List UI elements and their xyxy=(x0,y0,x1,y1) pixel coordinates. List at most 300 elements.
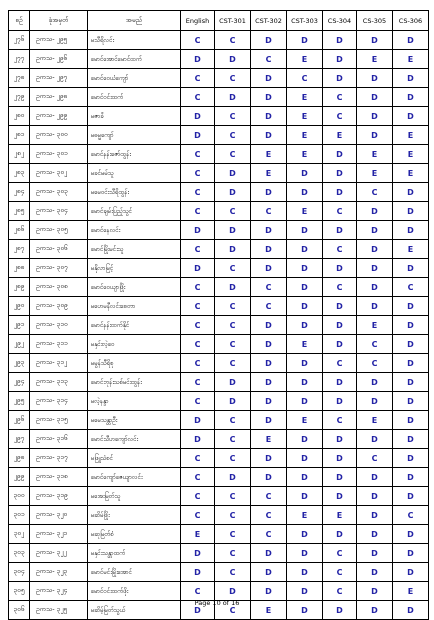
grade-cell: C xyxy=(215,411,251,430)
student-name-cell: မဖြူသံစင် xyxy=(88,449,181,468)
grade-cell: D xyxy=(357,259,393,278)
student-name-cell: မောင်မင်းမြိုးအောင် xyxy=(88,563,181,582)
grade-cell: E xyxy=(357,411,393,430)
student-name-cell: မောင်ဝေယျာဖြိုး xyxy=(88,278,181,297)
grade-cell: D xyxy=(357,487,393,506)
results-table xyxy=(8,10,429,620)
student-name-cell: မအေးမြတ်သူ xyxy=(88,487,181,506)
student-name-cell: မောင်သီဟကျော်လင်း xyxy=(88,430,181,449)
grade-cell: D xyxy=(287,449,323,468)
serial-cell: ၂၈၈ xyxy=(9,259,30,278)
grade-cell: C xyxy=(181,468,215,487)
student-name-cell: မဓမ္မကျော် xyxy=(88,126,181,145)
grade-cell: C xyxy=(323,240,357,259)
roll-number-cell: ဥကသ- ၃၂၁ xyxy=(30,525,88,544)
grade-cell: D xyxy=(393,525,429,544)
roll-number-cell: ဥကသ- ၃၂၄ xyxy=(30,582,88,601)
table-row xyxy=(9,145,429,164)
grade-cell: D xyxy=(181,601,215,620)
grade-cell: E xyxy=(357,50,393,69)
grade-cell: E xyxy=(323,126,357,145)
table-row xyxy=(9,50,429,69)
roll-number-cell: ဥကသ- ၃၂၂ xyxy=(30,544,88,563)
grade-cell: C xyxy=(181,69,215,88)
grade-cell: E xyxy=(251,164,287,183)
grade-cell: D xyxy=(287,354,323,373)
grade-cell: D xyxy=(251,373,287,392)
roll-number-cell: ဥကသ- ၃၁၅ xyxy=(30,411,88,430)
student-name-cell: မဇာခ်ဲ xyxy=(88,107,181,126)
grade-cell: E xyxy=(287,50,323,69)
grade-cell: C xyxy=(181,487,215,506)
header-serial: စဥ် xyxy=(9,11,30,31)
grade-cell: D xyxy=(393,411,429,430)
grade-cell: D xyxy=(287,544,323,563)
grade-cell: D xyxy=(251,354,287,373)
grade-cell: D xyxy=(287,278,323,297)
grade-cell: E xyxy=(251,601,287,620)
serial-cell: ၂၉၈ xyxy=(9,449,30,468)
grade-cell: D xyxy=(393,487,429,506)
grade-cell: D xyxy=(323,601,357,620)
table-row xyxy=(9,354,429,373)
grade-cell: D xyxy=(393,468,429,487)
serial-cell: ၃၀၂ xyxy=(9,525,30,544)
grade-cell: C xyxy=(181,183,215,202)
serial-cell: ၃၀၅ xyxy=(9,582,30,601)
grade-cell: C xyxy=(181,335,215,354)
grade-cell: D xyxy=(287,430,323,449)
grade-cell: D xyxy=(357,506,393,525)
grade-cell: C xyxy=(215,69,251,88)
grade-cell: D xyxy=(323,145,357,164)
roll-number-cell: ဥကသ- ၃၀၃ xyxy=(30,183,88,202)
table-row xyxy=(9,88,429,107)
grade-cell: E xyxy=(357,145,393,164)
grade-cell: D xyxy=(251,544,287,563)
grade-cell: D xyxy=(357,69,393,88)
student-name-cell: မောင်ဝင်းထက် xyxy=(88,88,181,107)
grade-cell: D xyxy=(251,259,287,278)
grade-cell: D xyxy=(357,202,393,221)
serial-cell: ၂၈၉ xyxy=(9,278,30,297)
grade-cell: C xyxy=(215,145,251,164)
table-row xyxy=(9,544,429,563)
roll-number-cell: ဥကသ- ၃၁၈ xyxy=(30,468,88,487)
grade-cell: D xyxy=(323,316,357,335)
grade-cell: D xyxy=(287,316,323,335)
grade-cell: C xyxy=(181,164,215,183)
serial-cell: ၂၈၆ xyxy=(9,221,30,240)
grade-cell: D xyxy=(357,601,393,620)
grade-cell: D xyxy=(357,221,393,240)
grade-cell: D xyxy=(287,31,323,50)
grade-cell: D xyxy=(357,126,393,145)
grade-cell: C xyxy=(251,506,287,525)
grade-cell: C xyxy=(251,278,287,297)
grade-cell: C xyxy=(181,506,215,525)
student-name-cell: မနှင်းသန္တာထက် xyxy=(88,544,181,563)
grade-cell: C xyxy=(181,316,215,335)
grade-cell: D xyxy=(323,259,357,278)
grade-cell: C xyxy=(215,126,251,145)
grade-cell: D xyxy=(323,335,357,354)
table-row xyxy=(9,506,429,525)
serial-cell: ၂၈၇ xyxy=(9,240,30,259)
serial-cell: ၂၇၆ xyxy=(9,31,30,50)
student-name-cell: မောင်နန်းထက်နိုင် xyxy=(88,316,181,335)
table-row xyxy=(9,107,429,126)
grade-cell: D xyxy=(393,449,429,468)
student-name-cell: မဟေမနီလင်းစေတာ xyxy=(88,297,181,316)
grade-cell: D xyxy=(215,183,251,202)
grade-cell: D xyxy=(287,392,323,411)
roll-number-cell: ဥကသ- ၂၉၈ xyxy=(30,88,88,107)
grade-cell: E xyxy=(287,145,323,164)
student-name-cell: မောင်ဘုန်းသစ်မင်းထွန်း xyxy=(88,373,181,392)
grade-cell: D xyxy=(287,259,323,278)
roll-number-cell: ဥကသ- ၃၂၅ xyxy=(30,601,88,620)
grade-cell: E xyxy=(181,525,215,544)
grade-cell: D xyxy=(287,582,323,601)
roll-number-cell: ဥကသ- ၃၀၇ xyxy=(30,259,88,278)
roll-number-cell: ဥကသ- ၃၁၀ xyxy=(30,316,88,335)
grade-cell: C xyxy=(215,107,251,126)
roll-number-cell: ဥကသ- ၃၁၉ xyxy=(30,487,88,506)
student-name-cell: မဆုမြတ်စံ xyxy=(88,525,181,544)
grade-cell: D xyxy=(357,278,393,297)
table-row xyxy=(9,335,429,354)
grade-cell: D xyxy=(215,50,251,69)
table-row xyxy=(9,411,429,430)
grade-cell: E xyxy=(287,335,323,354)
table-row xyxy=(9,449,429,468)
grade-cell: D xyxy=(357,563,393,582)
grade-cell: D xyxy=(215,240,251,259)
grade-cell: C xyxy=(251,297,287,316)
grade-cell: D xyxy=(287,601,323,620)
table-row xyxy=(9,563,429,582)
grade-cell: D xyxy=(287,525,323,544)
header-cst-302: CST-302 xyxy=(251,11,287,31)
student-name-cell: မဆိမ်ဖြိုး xyxy=(88,506,181,525)
grade-cell: D xyxy=(215,392,251,411)
grade-cell: E xyxy=(251,430,287,449)
grade-cell: D xyxy=(323,487,357,506)
grade-cell: D xyxy=(393,563,429,582)
grade-cell: D xyxy=(251,240,287,259)
grade-cell: D xyxy=(323,297,357,316)
grade-cell: C xyxy=(181,145,215,164)
grade-cell: D xyxy=(215,582,251,601)
roll-number-cell: ဥကသ- ၃၀၈ xyxy=(30,278,88,297)
grade-cell: C xyxy=(357,449,393,468)
grade-cell: D xyxy=(393,88,429,107)
grade-cell: D xyxy=(357,373,393,392)
grade-cell: D xyxy=(393,601,429,620)
header-roll-number: ခုံအမှတ် xyxy=(30,11,88,31)
grade-cell: D xyxy=(181,50,215,69)
grade-cell: D xyxy=(323,69,357,88)
grade-cell: C xyxy=(215,335,251,354)
table-row xyxy=(9,183,429,202)
roll-number-cell: ဥကသ- ၃၀၂ xyxy=(30,164,88,183)
grade-cell: D xyxy=(357,468,393,487)
grade-cell: D xyxy=(323,430,357,449)
student-name-cell: မမွန်သီရိစု xyxy=(88,354,181,373)
grade-cell: C xyxy=(323,107,357,126)
grade-cell: D xyxy=(357,392,393,411)
grade-cell: D xyxy=(287,240,323,259)
table-row xyxy=(9,221,429,240)
grade-cell: D xyxy=(251,69,287,88)
grade-cell: D xyxy=(323,449,357,468)
grade-cell: E xyxy=(323,506,357,525)
grade-cell: D xyxy=(251,88,287,107)
grade-cell: E xyxy=(393,164,429,183)
serial-cell: ၂၉၆ xyxy=(9,411,30,430)
roll-number-cell: ဥကသ- ၃၀၄ xyxy=(30,202,88,221)
header-cst-301: CST-301 xyxy=(215,11,251,31)
grade-cell: D xyxy=(251,335,287,354)
roll-number-cell: ဥကသ- ၂၉၅ xyxy=(30,31,88,50)
student-name-cell: မောင်ချမ်းပြည့်သွင် xyxy=(88,202,181,221)
table-row xyxy=(9,69,429,88)
grade-cell: C xyxy=(215,506,251,525)
grade-cell: D xyxy=(215,278,251,297)
grade-cell: D xyxy=(251,221,287,240)
roll-number-cell: ဥကသ- ၃၀၁ xyxy=(30,145,88,164)
roll-number-cell: ဥကသ- ၂၉၉ xyxy=(30,107,88,126)
student-name-cell: မမေဝင်းသီရိထွန်း xyxy=(88,183,181,202)
student-name-cell: မဆိမ့်မြတ်သွယ် xyxy=(88,601,181,620)
header-cst-303: CST-303 xyxy=(287,11,323,31)
grade-cell: C xyxy=(215,563,251,582)
grade-cell: D xyxy=(181,430,215,449)
grade-cell: D xyxy=(357,240,393,259)
serial-cell: ၂၇၈ xyxy=(9,69,30,88)
grade-cell: C xyxy=(393,506,429,525)
grade-cell: E xyxy=(393,145,429,164)
table-row xyxy=(9,316,429,335)
grade-cell: C xyxy=(215,202,251,221)
grade-cell: D xyxy=(323,31,357,50)
grade-cell: E xyxy=(393,126,429,145)
table-row xyxy=(9,487,429,506)
student-name-cell: မနိုလာမြင့် xyxy=(88,259,181,278)
grade-cell: D xyxy=(357,544,393,563)
grade-cell: D xyxy=(251,582,287,601)
table-row xyxy=(9,126,429,145)
serial-cell: ၂၈၂ xyxy=(9,145,30,164)
grade-cell: C xyxy=(215,430,251,449)
student-name-cell: မောင်အောင်မောင်ထက် xyxy=(88,50,181,69)
grade-cell: D xyxy=(287,487,323,506)
table-row xyxy=(9,468,429,487)
serial-cell: ၃၀၄ xyxy=(9,563,30,582)
grade-cell: C xyxy=(323,278,357,297)
table-row xyxy=(9,525,429,544)
serial-cell: ၂၉၁ xyxy=(9,316,30,335)
grade-cell: D xyxy=(181,563,215,582)
serial-cell: ၃၀၁ xyxy=(9,506,30,525)
grade-cell: D xyxy=(323,50,357,69)
header-cs-306: CS-306 xyxy=(393,11,429,31)
grade-cell: E xyxy=(393,240,429,259)
grade-cell: E xyxy=(287,88,323,107)
roll-number-cell: ဥကသ- ၂၉၇ xyxy=(30,69,88,88)
grade-cell: D xyxy=(287,373,323,392)
grade-cell: E xyxy=(251,145,287,164)
grade-cell: D xyxy=(323,468,357,487)
grade-cell: C xyxy=(215,297,251,316)
grade-cell: D xyxy=(393,259,429,278)
roll-number-cell: ဥကသ- ၃၁၇ xyxy=(30,449,88,468)
grade-cell: D xyxy=(287,221,323,240)
grade-cell: D xyxy=(393,392,429,411)
grade-cell: C xyxy=(181,202,215,221)
grade-cell: E xyxy=(393,582,429,601)
grade-cell: D xyxy=(323,183,357,202)
serial-cell: ၂၇၉ xyxy=(9,88,30,107)
header-cs-305: CS-305 xyxy=(357,11,393,31)
grade-cell: C xyxy=(251,202,287,221)
student-name-cell: မခင်မမ်သူ xyxy=(88,164,181,183)
serial-cell: ၂၉၂ xyxy=(9,335,30,354)
grade-cell: C xyxy=(215,525,251,544)
grade-cell: C xyxy=(215,487,251,506)
grade-cell: D xyxy=(357,31,393,50)
roll-number-cell: ဥကသ- ၃၂၀ xyxy=(30,506,88,525)
grade-cell: D xyxy=(181,411,215,430)
serial-cell: ၂၉၀ xyxy=(9,297,30,316)
header-english: English xyxy=(181,11,215,31)
serial-cell: ၂၈၄ xyxy=(9,183,30,202)
grade-cell: D xyxy=(357,582,393,601)
student-name-cell: မလဲ့နန္ဒာ xyxy=(88,392,181,411)
serial-cell: ၃၀၀ xyxy=(9,487,30,506)
grade-cell: C xyxy=(357,354,393,373)
serial-cell: ၂၈၃ xyxy=(9,164,30,183)
grade-cell: D xyxy=(215,88,251,107)
grade-cell: C xyxy=(215,354,251,373)
roll-number-cell: ဥကသ- ၃၀၉ xyxy=(30,297,88,316)
grade-cell: C xyxy=(215,601,251,620)
grade-cell: D xyxy=(181,126,215,145)
roll-number-cell: ဥကသ- ၃၁၂ xyxy=(30,354,88,373)
grade-cell: C xyxy=(181,449,215,468)
roll-number-cell: ဥကသ- ၃၁၃ xyxy=(30,373,88,392)
student-name-cell: မောင်ဝေယံကျော် xyxy=(88,69,181,88)
student-name-cell: မောင်နန်းဇော်ထွန်း xyxy=(88,145,181,164)
table-row xyxy=(9,31,429,50)
grade-cell: D xyxy=(251,107,287,126)
grade-cell: D xyxy=(393,335,429,354)
grade-cell: C xyxy=(323,563,357,582)
grade-cell: D xyxy=(181,221,215,240)
student-name-cell: မနှင်းလဲ့ဝေ xyxy=(88,335,181,354)
student-name-cell: မောင်မြိုးမင်းသူ xyxy=(88,240,181,259)
grade-cell: D xyxy=(287,297,323,316)
table-row xyxy=(9,240,429,259)
grade-cell: D xyxy=(323,392,357,411)
roll-number-cell: ဥကသ- ၃၀၆ xyxy=(30,240,88,259)
grade-cell: D xyxy=(393,544,429,563)
grade-cell: D xyxy=(287,183,323,202)
grade-cell: E xyxy=(287,107,323,126)
grade-cell: D xyxy=(393,354,429,373)
grade-cell: D xyxy=(251,411,287,430)
grade-cell: D xyxy=(393,430,429,449)
grade-cell: C xyxy=(357,335,393,354)
student-name-cell: မသီရိလင်း xyxy=(88,31,181,50)
grade-cell: C xyxy=(251,525,287,544)
grade-cell: D xyxy=(251,392,287,411)
grade-cell: E xyxy=(287,126,323,145)
grade-cell: C xyxy=(323,544,357,563)
grade-cell: D xyxy=(357,525,393,544)
grade-cell: D xyxy=(357,107,393,126)
grade-cell: D xyxy=(393,297,429,316)
roll-number-cell: ဥကသ- ၃၁၁ xyxy=(30,335,88,354)
grade-cell: D xyxy=(181,259,215,278)
grade-cell: D xyxy=(393,107,429,126)
page-number: Page 10 of 16 xyxy=(194,599,240,607)
serial-cell: ၂၈၀ xyxy=(9,107,30,126)
grade-cell: C xyxy=(181,31,215,50)
grade-cell: D xyxy=(393,31,429,50)
grade-cell: C xyxy=(215,449,251,468)
grade-cell: C xyxy=(181,297,215,316)
grade-cell: D xyxy=(287,468,323,487)
grade-cell: D xyxy=(323,164,357,183)
grade-cell: C xyxy=(215,259,251,278)
roll-number-cell: ဥကသ- ၃၁၆ xyxy=(30,430,88,449)
table-row xyxy=(9,259,429,278)
grade-cell: C xyxy=(323,354,357,373)
serial-cell: ၂၈၁ xyxy=(9,126,30,145)
table-row xyxy=(9,373,429,392)
header-cs-304: CS-304 xyxy=(323,11,357,31)
grade-cell: D xyxy=(357,297,393,316)
grade-cell: D xyxy=(181,544,215,563)
serial-cell: ၂၉၉ xyxy=(9,468,30,487)
grade-cell: D xyxy=(251,468,287,487)
grade-cell: D xyxy=(393,69,429,88)
grade-cell: D xyxy=(393,221,429,240)
grade-cell: D xyxy=(215,373,251,392)
serial-cell: ၂၉၄ xyxy=(9,373,30,392)
table-row xyxy=(9,430,429,449)
header-row xyxy=(9,11,429,31)
grade-cell: D xyxy=(251,449,287,468)
table-row xyxy=(9,164,429,183)
grade-cell: C xyxy=(215,316,251,335)
grade-cell: C xyxy=(181,354,215,373)
grade-cell: D xyxy=(251,31,287,50)
grade-cell: D xyxy=(393,373,429,392)
serial-cell: ၂၉၅ xyxy=(9,392,30,411)
grade-cell: D xyxy=(215,164,251,183)
grade-cell: D xyxy=(287,164,323,183)
serial-cell: ၃၀၃ xyxy=(9,544,30,563)
roll-number-cell: ဥကသ- ၃၂၃ xyxy=(30,563,88,582)
grade-cell: C xyxy=(287,69,323,88)
table-row xyxy=(9,278,429,297)
student-name-cell: မောင်နေလင်း xyxy=(88,221,181,240)
grade-cell: D xyxy=(251,563,287,582)
grade-cell: C xyxy=(181,88,215,107)
